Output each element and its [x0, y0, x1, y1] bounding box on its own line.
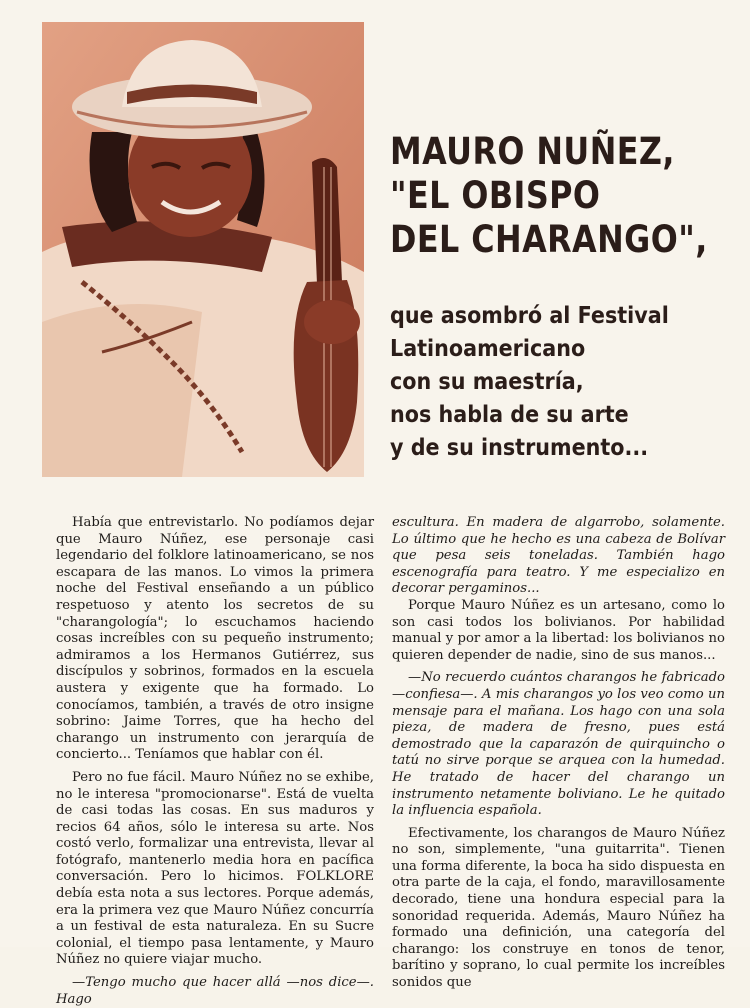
paragraph: Había que entrevistarlo. No podíamos dejar que Mauro Núñez, ese personaje casi legendario del folklore latinoamericano, se nos escapara de las manos. Lo vimos la primera noche del Festival enseñando a un público respetuoso y atento los secretos de su "charangología"; lo escuchamos haciendo cosas increíbles con su pequeño instrumento; admiramos a los Hermanos Gutiérrez, sus discípulos y sobrinos, formados en la escuela austera y exigente que ha formado. Lo conocíamos, también, a través de otro insigne sobrino: Jaime Torres, que ha hecho del charango un instrumento con jerarquía de concierto... Teníamos que hablar con él. [56, 515, 374, 763]
subhead-line: nos habla de su arte [390, 402, 629, 428]
portrait-photo [42, 22, 364, 477]
headline [390, 130, 708, 262]
subhead-line: Latinoamericano [390, 336, 586, 362]
paragraph [392, 515, 725, 598]
subheadline [390, 300, 701, 465]
headline-line: "EL OBISPO [390, 174, 601, 217]
subhead-line: que asombró al Festival [390, 303, 669, 329]
paragraph [56, 975, 374, 1008]
quote-text: —No recuerdo cuántos charangos he fabricado —confiesa—. A mis charangos yo los veo como un mensaje para el mañana. Los hago con una sola pieza, de madera de fresno, pues está demostrado que la caparazón de quirquincho o tatú no sirve porque se arquea con la humedad. He tratado de hacer del charango un instrumento netamente boliviano. Le he quitado la influencia española. [392, 670, 725, 819]
paragraph: Efectivamente, los charangos de Mauro Núñez no son, simplemente, "una guitarrita". Tienen una forma diferente, la boca ha sido dispuesta en otra parte de la caja, el fondo, maravillosamente decorado, tiene una hondura especial para la sonoridad requerida. Además, Mauro Núñez ha formado una definición, una categoría del charango: los construye en tonos de tenor, barítino y soprano, lo cual permite los increíbles sonidos que [392, 825, 725, 991]
quote-text: escultura. En madera de algarrobo, solamente. Lo último que he hecho es una cabeza de Bolívar que pesa seis toneladas. También hago escenografía para teatro. Y me especializo en decorar pergaminos... [392, 515, 725, 597]
paragraph: Pero no fue fácil. Mauro Núñez no se exhibe, no le interesa "promocionarse". Está de vuelta de casi todas las cosas. En sus maduros y recios 64 años, sólo le interesa su arte. Nos costó verlo, formalizar una entrevista, llevar al fotógrafo, mantenerlo media hora en pacífica conversación. Pero lo hicimos. FOLKLORE debía esta nota a sus lectores. Porque además, era la primera vez que Mauro Núñez concurría a un festival de esta naturaleza. En su Sucre colonial, el tiempo pasa lentamente, y Mauro Núñez no quiere viajar mucho. [56, 769, 374, 968]
paragraph: Porque Mauro Núñez es un artesano, como lo son casi todos los bolivianos. Por habilidad manual y por amor a la libertad: los bolivianos no quieren depender de nadie, sino de sus manos... [392, 597, 725, 663]
article-column-left [56, 515, 374, 1008]
subhead-line: con su maestría, [390, 369, 584, 395]
headline-line: DEL CHARANGO", [390, 218, 708, 261]
paragraph [392, 670, 725, 819]
quote-text: —Tengo mucho que hacer allá —nos dice—. Hago [56, 975, 374, 1007]
headline-line: MAURO NUÑEZ, [390, 130, 675, 173]
portrait-illustration [42, 22, 364, 477]
article-column-right [392, 515, 725, 992]
subhead-line: y de su instrumento... [390, 435, 649, 461]
